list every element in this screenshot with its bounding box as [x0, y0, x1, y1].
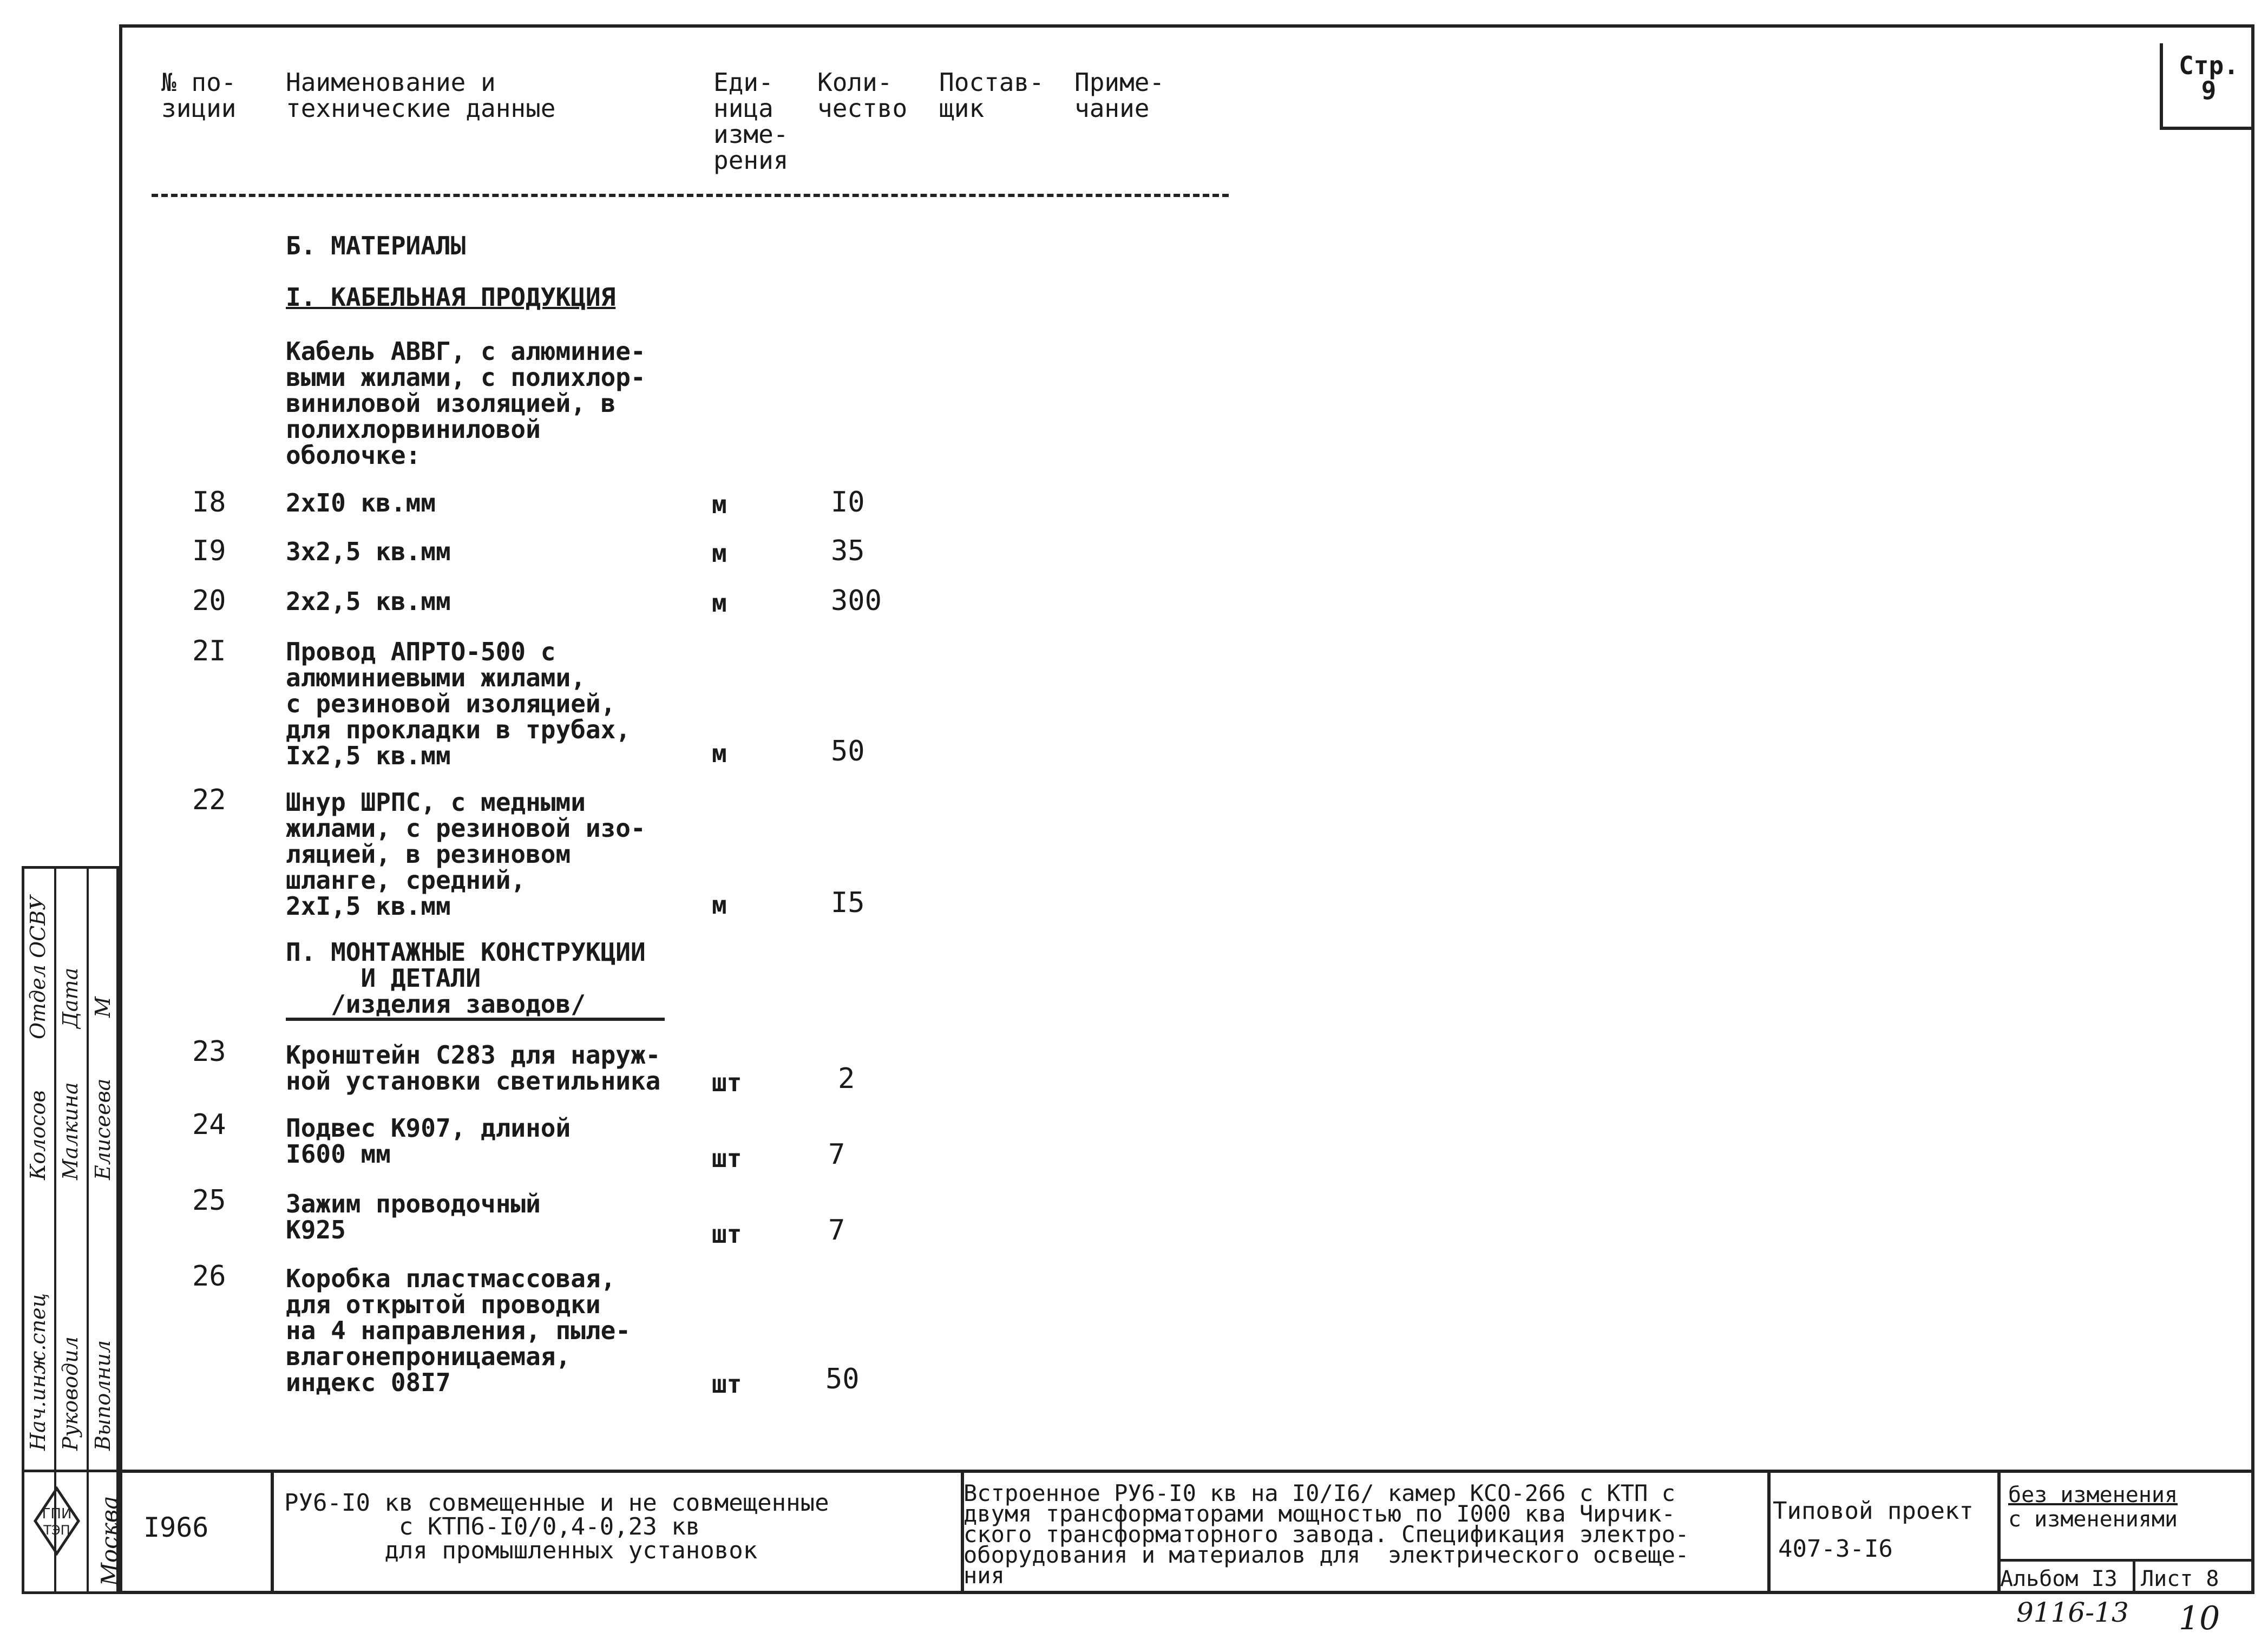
- row-unit: м: [712, 539, 727, 568]
- row-unit: м: [712, 490, 727, 519]
- section-cable-products: I. КАБЕЛЬНАЯ ПРОДУКЦИЯ: [286, 283, 616, 312]
- album-divider: [1997, 1559, 2254, 1562]
- stamp-col-divider: [54, 866, 56, 1594]
- row-text: 2хI0 кв.мм: [286, 488, 436, 517]
- row-unit: м: [712, 588, 727, 618]
- row-number: 20: [192, 585, 226, 617]
- row-number: 22: [192, 784, 226, 816]
- stamp-date-label: Дата: [58, 967, 82, 1028]
- row-quantity: 50: [831, 735, 865, 768]
- section-materials: Б. МАТЕРИАЛЫ: [286, 231, 466, 260]
- no-changes-label: без изменения: [2008, 1483, 2178, 1507]
- section-mounting: П. МОНТАЖНЫЕ КОНСТРУКЦИИ И ДЕТАЛИ /изделия заводов/: [286, 937, 646, 1019]
- row-unit: м: [712, 890, 727, 920]
- row-number: 26: [192, 1260, 226, 1293]
- handwritten-page-number: 10: [2179, 1599, 2220, 1637]
- handwritten-reference: 9116-13: [2016, 1597, 2129, 1628]
- stamp-name: Колосов: [26, 1090, 50, 1180]
- cable-description: Кабель АВВГ, с алюминие- выми жилами, с полихлор- виниловой изоляцией, в полихлорвиниловой оболочке:: [286, 337, 646, 470]
- header-position: № по- зиции: [161, 68, 237, 123]
- row-quantity: 7: [828, 1214, 845, 1247]
- stamp-mark: М: [91, 996, 115, 1018]
- row-number: 23: [192, 1035, 226, 1068]
- row-text: Кронштейн С283 для наруж- ной установки светильника: [286, 1040, 661, 1096]
- header-name: Наименование и технические данные: [286, 68, 556, 123]
- stamp-role: Нач.инж.спец: [26, 1293, 50, 1451]
- sheet-number: Лист 8: [2141, 1566, 2219, 1591]
- row-number: 25: [192, 1184, 226, 1217]
- row-text: 2х2,5 кв.мм: [286, 587, 451, 616]
- row-quantity: I5: [831, 887, 865, 919]
- with-changes-label: с изменениями: [2008, 1507, 2178, 1532]
- year: I966: [143, 1512, 209, 1543]
- row-text: Коробка пластмассовая, для открытой проводки на 4 направления, пыле- влагонепроницаемая, индекс 08I7: [286, 1264, 631, 1397]
- row-unit: шт: [712, 1068, 742, 1097]
- header-divider: [152, 194, 1229, 197]
- page-number: 9: [2201, 76, 2217, 105]
- header-note: Приме- чание: [1074, 68, 1165, 123]
- row-quantity: 35: [831, 535, 865, 567]
- row-unit: шт: [712, 1220, 742, 1249]
- stamp-row-divider: [22, 1470, 119, 1472]
- page-number-box: [2160, 43, 2254, 130]
- row-quantity: 7: [828, 1138, 845, 1171]
- album-sheet-divider: [2133, 1559, 2135, 1594]
- project-description: Встроенное РУ6-I0 кв на I0/I6/ камер КСО-266 с КТП с двумя трансформаторами мощностью по I000 ква Чирчик- ского трансформаторного завода. Спецификация электро- оборудования и материалов для электрического освеще- ния: [963, 1480, 1689, 1589]
- row-number: 2I: [192, 635, 226, 667]
- row-quantity: 50: [825, 1363, 860, 1395]
- row-quantity: I0: [831, 486, 865, 519]
- stamp-name: Малкина: [58, 1082, 82, 1180]
- page-label: Стр.: [2179, 51, 2239, 80]
- city-label: Москва: [96, 1496, 123, 1586]
- row-quantity: 2: [838, 1063, 855, 1095]
- row-text: Шнур ШРПС, с медными жилами, с резиновой изо- ляцией, в резиновом шланге, средний, 2хI,5 кв.мм: [286, 788, 646, 921]
- header-supplier: Постав- щик: [939, 68, 1044, 123]
- row-number: I8: [192, 486, 226, 519]
- row-quantity: 300: [831, 585, 882, 617]
- header-unit: Еди- ница изме- рения: [713, 68, 789, 175]
- stamp-role: Руководил: [58, 1336, 82, 1451]
- row-unit: шт: [712, 1369, 742, 1399]
- album-number: Альбом I3: [2000, 1566, 2118, 1591]
- row-text: Подвес К907, длиной I600 мм: [286, 1113, 571, 1169]
- typical-project-label: Типовой проект: [1773, 1497, 1974, 1525]
- project-title: РУ6-I0 кв совмещенные и не совмещенные с КТП6-I0/0,4-0,23 кв для промышленных установок: [284, 1489, 829, 1564]
- svg-text:ГПИ: ГПИ: [42, 1506, 72, 1522]
- row-unit: шт: [712, 1144, 742, 1173]
- row-text: Зажим проводочный К925: [286, 1189, 541, 1244]
- title-block-type-cell: [1767, 1470, 1997, 1594]
- typical-project-number: 407-3-I6: [1778, 1535, 1893, 1563]
- stamp-role: Выполнил: [91, 1340, 115, 1451]
- row-text: 3х2,5 кв.мм: [286, 537, 451, 566]
- row-unit: м: [712, 739, 727, 768]
- stamp-name: Елисеева: [91, 1078, 115, 1180]
- header-quantity: Коли- чество: [817, 68, 908, 123]
- svg-text:ТЭП: ТЭП: [43, 1523, 70, 1538]
- stamp-col-divider: [87, 866, 89, 1594]
- section-underline: [286, 1018, 665, 1021]
- row-number: I9: [192, 535, 226, 567]
- row-text: Провод АПРТО-500 с алюминиевыми жилами, с резиновой изоляцией, для прокладки в трубах, Iх2,5 кв.мм: [286, 637, 631, 770]
- institute-logo-icon: [32, 1486, 81, 1556]
- row-number: 24: [192, 1109, 226, 1141]
- stamp-dept: Отдел ОСВУ: [26, 895, 50, 1039]
